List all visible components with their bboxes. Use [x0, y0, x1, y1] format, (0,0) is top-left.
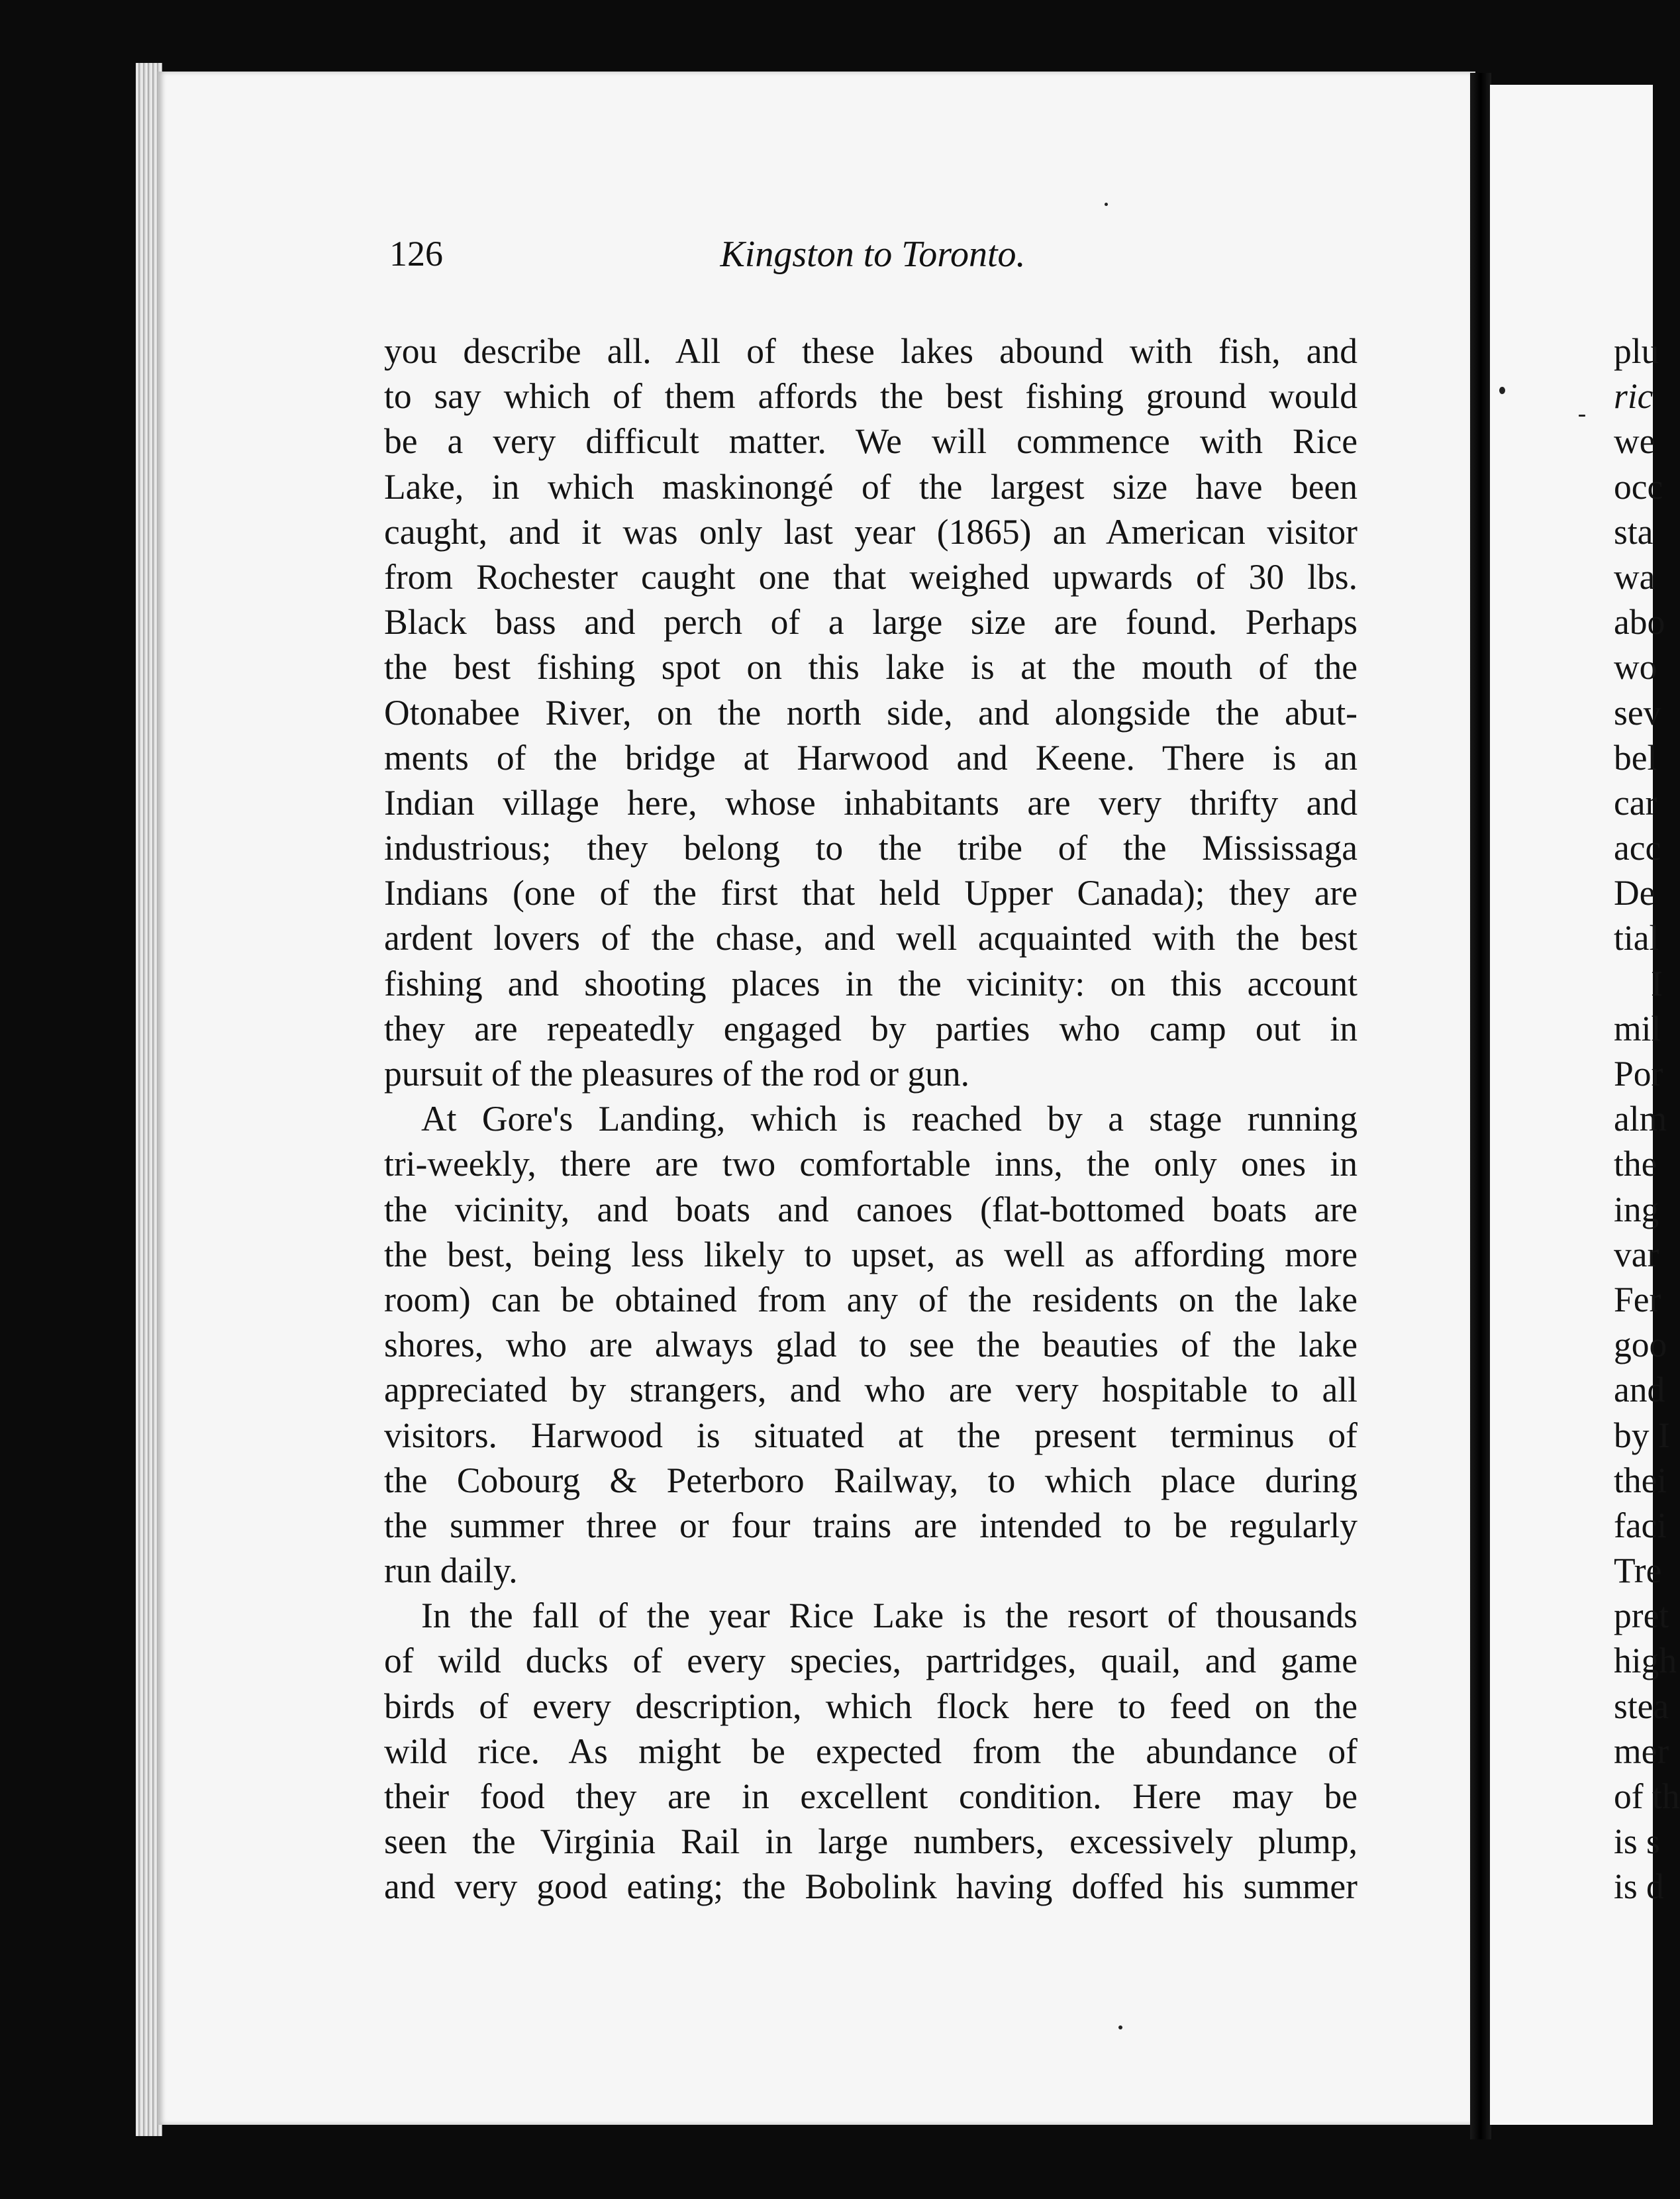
text-line: Indians (one of the first that held Upper Canada); they are [384, 873, 1358, 913]
text-line: run daily. [384, 1551, 518, 1591]
text-line: be a very difficult matter. We will commence with Rice [384, 421, 1358, 462]
text-line: Black bass and perch of a large size are found. Perhaps [384, 602, 1358, 642]
text-line: you describe all. All of these lakes abound with fish, and [384, 331, 1358, 371]
facing-text-line: stea [1614, 1686, 1669, 1726]
facing-text-line: mil [1614, 1008, 1661, 1048]
facing-text-line: faci [1614, 1505, 1667, 1545]
facing-text-line: ric [1614, 376, 1654, 417]
text-line: tri-weekly, there are two comfortable inns, the only ones in [384, 1144, 1358, 1184]
facing-text-line: mer [1614, 1731, 1669, 1771]
facing-text-line: bel [1614, 737, 1657, 778]
facing-text-line: Fer [1614, 1279, 1661, 1319]
facing-text-line: sta [1614, 511, 1654, 552]
text-line: industrious; they belong to the tribe of the Mississaga [384, 828, 1358, 868]
text-line: the best, being less likely to upset, as well as affording more [384, 1234, 1358, 1274]
running-header [389, 233, 1356, 293]
running-title: Kingston to Toronto. [720, 234, 1026, 275]
facing-text-line: wo [1614, 647, 1657, 688]
facing-text-line: Tre [1614, 1551, 1662, 1591]
facing-text-line: thei [1614, 1460, 1667, 1500]
text-line: fishing and shooting places in the vicinity: on this account [384, 963, 1358, 1003]
ink-speck [1579, 415, 1585, 417]
text-line: Lake, in which maskinongé of the largest size have been [384, 466, 1358, 507]
body-text [384, 329, 1358, 1910]
text-line: birds of every description, which flock here to feed on the [384, 1686, 1358, 1726]
text-line: Indian village here, whose inhabitants are very thrifty and [384, 782, 1358, 823]
text-line: appreciated by strangers, and who are very hospitable to all [384, 1370, 1358, 1410]
facing-text-line: pret [1614, 1596, 1669, 1636]
text-line: the Cobourg & Peterboro Railway, to which place during [384, 1460, 1358, 1500]
facing-text-line: we [1614, 421, 1655, 462]
book-gutter [1470, 73, 1491, 2139]
facing-text-line: plu [1614, 331, 1659, 371]
ink-speck [1118, 2025, 1122, 2029]
ink-speck [1499, 387, 1505, 394]
facing-text-line: Por [1614, 1054, 1663, 1094]
facing-text-line: by I [1614, 1415, 1670, 1455]
facing-text-line: alm [1614, 1099, 1667, 1139]
facing-text-line: the [1614, 1144, 1657, 1184]
facing-text-line: tial [1614, 918, 1659, 958]
text-line: room) can be obtained from any of the residents on the lake [384, 1279, 1358, 1319]
facing-text-line: abo [1614, 602, 1665, 642]
facing-text-line: wa [1614, 556, 1655, 597]
facing-text-line: car [1614, 782, 1657, 823]
ink-speck [1105, 203, 1108, 206]
text-line: Otonabee River, on the north side, and alongside the abut- [384, 692, 1358, 733]
text-line: pursuit of the pleasures of the rod or gun. [384, 1054, 970, 1094]
text-line: shores, who are always glad to see the beauties of the lake [384, 1325, 1358, 1365]
text-line: the summer three or four trains are intended to be regularly [384, 1505, 1358, 1545]
text-line: their food they are in excellent condition. Here may be [384, 1776, 1358, 1816]
facing-text-line: is s [1614, 1821, 1660, 1862]
facing-text-line: high [1614, 1641, 1677, 1681]
text-line: At Gore's Landing, which is reached by a stage running [421, 1099, 1358, 1139]
text-line: the best fishing spot on this lake is at the mouth of the [384, 647, 1358, 688]
text-line: In the fall of the year Rice Lake is the resort of thousands [421, 1596, 1358, 1636]
facing-text-line: occ [1614, 466, 1663, 507]
facing-text-line: sev [1614, 692, 1661, 733]
facing-text-line: De [1614, 873, 1655, 913]
text-line: wild rice. As might be expected from the abundance of [384, 1731, 1358, 1771]
facing-text-line: acc [1614, 828, 1661, 868]
facing-text-line: ing [1614, 1189, 1659, 1229]
facing-text-line: and [1614, 1370, 1665, 1410]
facing-text-line: var [1614, 1234, 1659, 1274]
facing-text-line: of th [1614, 1776, 1680, 1816]
facing-text-line: is d [1614, 1867, 1664, 1907]
text-line: from Rochester caught one that weighed upwards of 30 lbs. [384, 556, 1358, 597]
text-line: visitors. Harwood is situated at the present terminus of [384, 1415, 1358, 1455]
text-line: ardent lovers of the chase, and well acquainted with the best [384, 918, 1358, 958]
page-number: 126 [389, 234, 443, 274]
facing-text-line: I [1651, 963, 1663, 1003]
text-line: they are repeatedly engaged by parties who camp out in [384, 1008, 1358, 1048]
text-line: of wild ducks of every species, partridges, quail, and game [384, 1641, 1358, 1681]
text-line: seen the Virginia Rail in large numbers, excessively plump, [384, 1821, 1358, 1862]
facing-text-line: goo [1614, 1325, 1667, 1365]
text-line: to say which of them affords the best fishing ground would [384, 376, 1358, 417]
text-line: the vicinity, and boats and canoes (flat-bottomed boats are [384, 1189, 1358, 1229]
text-line: caught, and it was only last year (1865) an American visitor [384, 511, 1358, 552]
text-line: and very good eating; the Bobolink having doffed his summer [384, 1867, 1358, 1907]
facing-page-text [1614, 329, 1680, 1910]
text-line: ments of the bridge at Harwood and Keene. There is an [384, 737, 1358, 778]
